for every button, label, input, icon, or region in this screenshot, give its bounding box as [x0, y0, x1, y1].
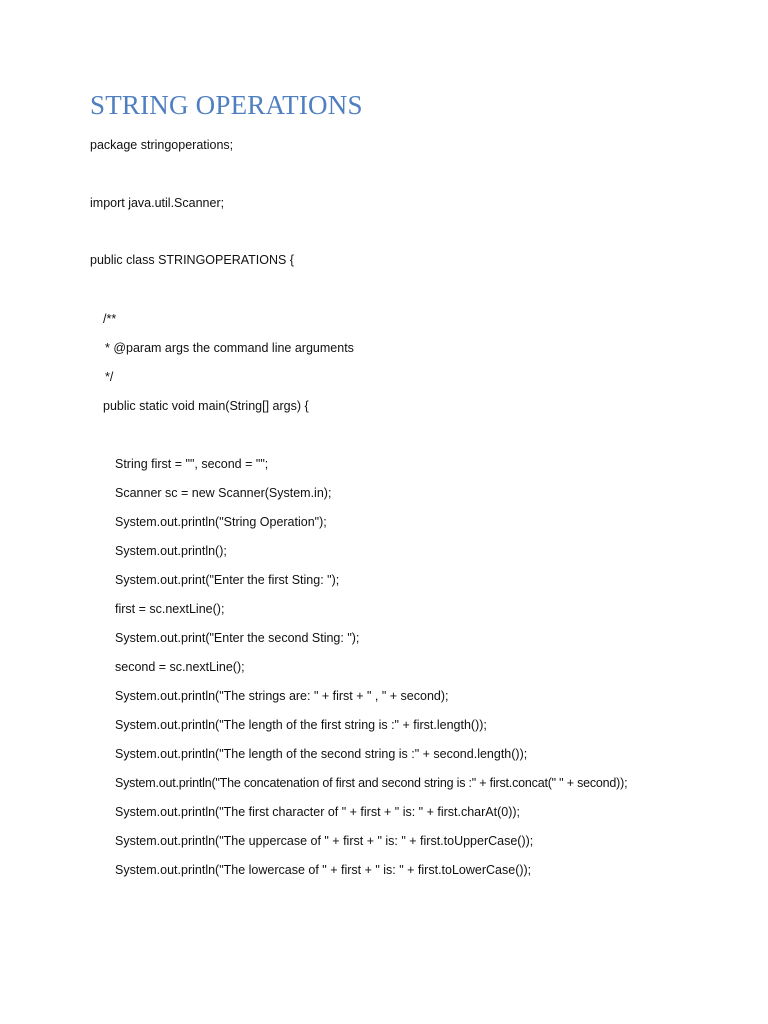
document-title: STRING OPERATIONS: [90, 90, 363, 120]
code-line-package: package stringoperations;: [90, 138, 234, 152]
code-line-read-first: first = sc.nextLine();: [115, 602, 225, 616]
code-line-scanner: Scanner sc = new Scanner(System.in);: [115, 486, 332, 500]
code-line-first-length: System.out.println("The length of the first string is :" + first.length());: [115, 718, 487, 732]
code-line-lowercase: System.out.println("The lowercase of " + first + " is: " + first.toLowerCase());: [115, 863, 532, 877]
code-line-print-strings: System.out.println("The strings are: " + first + " , " + second);: [115, 689, 449, 703]
code-line-comment-open: /**: [103, 312, 117, 326]
code-line-read-second: second = sc.nextLine();: [115, 660, 245, 674]
code-line-main-method: public static void main(String[] args) {: [103, 399, 309, 413]
code-line-class-declaration: public class STRINGOPERATIONS {: [90, 253, 294, 267]
code-line-comment-param: * @param args the command line arguments: [105, 341, 354, 355]
code-line-comment-close: */: [105, 370, 114, 384]
code-line-println-empty: System.out.println();: [115, 544, 227, 558]
code-line-prompt-first: System.out.print("Enter the first Sting: ");: [115, 573, 340, 587]
code-line-import: import java.util.Scanner;: [90, 196, 225, 210]
code-line-char-at: System.out.println("The first character of " + first + " is: " + first.charAt(0));: [115, 805, 521, 819]
code-line-println-title: System.out.println("String Operation");: [115, 515, 327, 529]
code-line-declare-strings: String first = "", second = "";: [115, 457, 269, 471]
code-line-concatenation: System.out.println("The concatenation of first and second string is :" + first.concat(" " + second));: [115, 776, 628, 790]
code-line-prompt-second: System.out.print("Enter the second Sting: ");: [115, 631, 360, 645]
code-line-second-length: System.out.println("The length of the second string is :" + second.length());: [115, 747, 528, 761]
code-line-uppercase: System.out.println("The uppercase of " + first + " is: " + first.toUpperCase());: [115, 834, 534, 848]
